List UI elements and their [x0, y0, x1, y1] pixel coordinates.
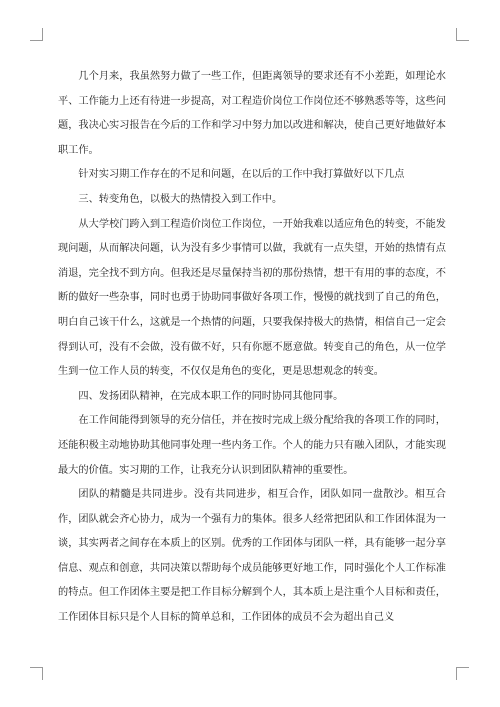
crop-mark-bottom-left [30, 667, 43, 680]
paragraph: 团队的精髓是共同进步。没有共同进步，相互合作，团队如同一盘散沙。相互合作，团队就会齐心协力，成为一个强有力的集体。很多人经常把团队和工作团体混为一谈，其实两者之间存在本质上的区别。优秀的工作团体与团队一样，具有能够一起分享信息、观点和创意，共同决策以帮助每个成员能够更好地工作，同时强化个人工作标准的特点。但工作团体主要是把工作目标分解到个人，其本质上是注重个人目标和责任，工作团体目标只是个人目标的简单总和，工作团体的成员不会为超出自己义 [58, 489, 446, 624]
crop-mark-top-right [456, 28, 469, 41]
paragraph: 针对实习期工作存在的不足和问题，在以后的工作中我打算做好以下几点 [78, 169, 405, 181]
crop-mark-bottom-right [456, 667, 469, 680]
section-heading: 四、发扬团队精神，在完成本职工作的同时协同其他同事。 [78, 390, 344, 402]
paragraph: 从大学校门跨入到工程造价岗位工作岗位，一开始我难以适应角色的转变，不能发现问题，从而解决问题，认为没有多少事情可以做，我就有一点失望，开始的热情有点消退，完全找不到方向。但我还是尽量保持当初的那份热情，想干有用的事的态度，不断的做好一些杂事，同时也勇于协助同事做好各项工作，慢慢的就找到了自己的角色，明白自己该干什么，这就是一个热情的问题，只要我保持极大的热情，相信自己一定会得到认可，没有不会做，没有做不好，只有你愿不愿意做。转变自己的角色，从一位学生到一位工作人员的转变，不仅仅是角色的变化，更是思想观念的转变。 [58, 218, 446, 378]
document-body [58, 65, 446, 631]
section-heading: 三、转变角色，以极大的热情投入到工作中。 [78, 193, 283, 205]
crop-mark-top-left [30, 28, 43, 41]
paragraph: 在工作间能得到领导的充分信任，并在按时完成上级分配给我的各项工作的同时，还能积极主动地协助其他同事处理一些内务工作。个人的能力只有融入团队，才能实现最大的价值。实习期的工作，让我充分认识到团队精神的重要性。 [58, 415, 446, 476]
paragraph: 几个月来，我虽然努力做了一些工作，但距离领导的要求还有不小差距，如理论水平、工作能力上还有待进一步提高，对工程造价岗位工作岗位还不够熟悉等等，这些问题，我决心实习报告在今后的工作和学习中努力加以改进和解决，使自己更好地做好本职工作。 [58, 71, 446, 156]
